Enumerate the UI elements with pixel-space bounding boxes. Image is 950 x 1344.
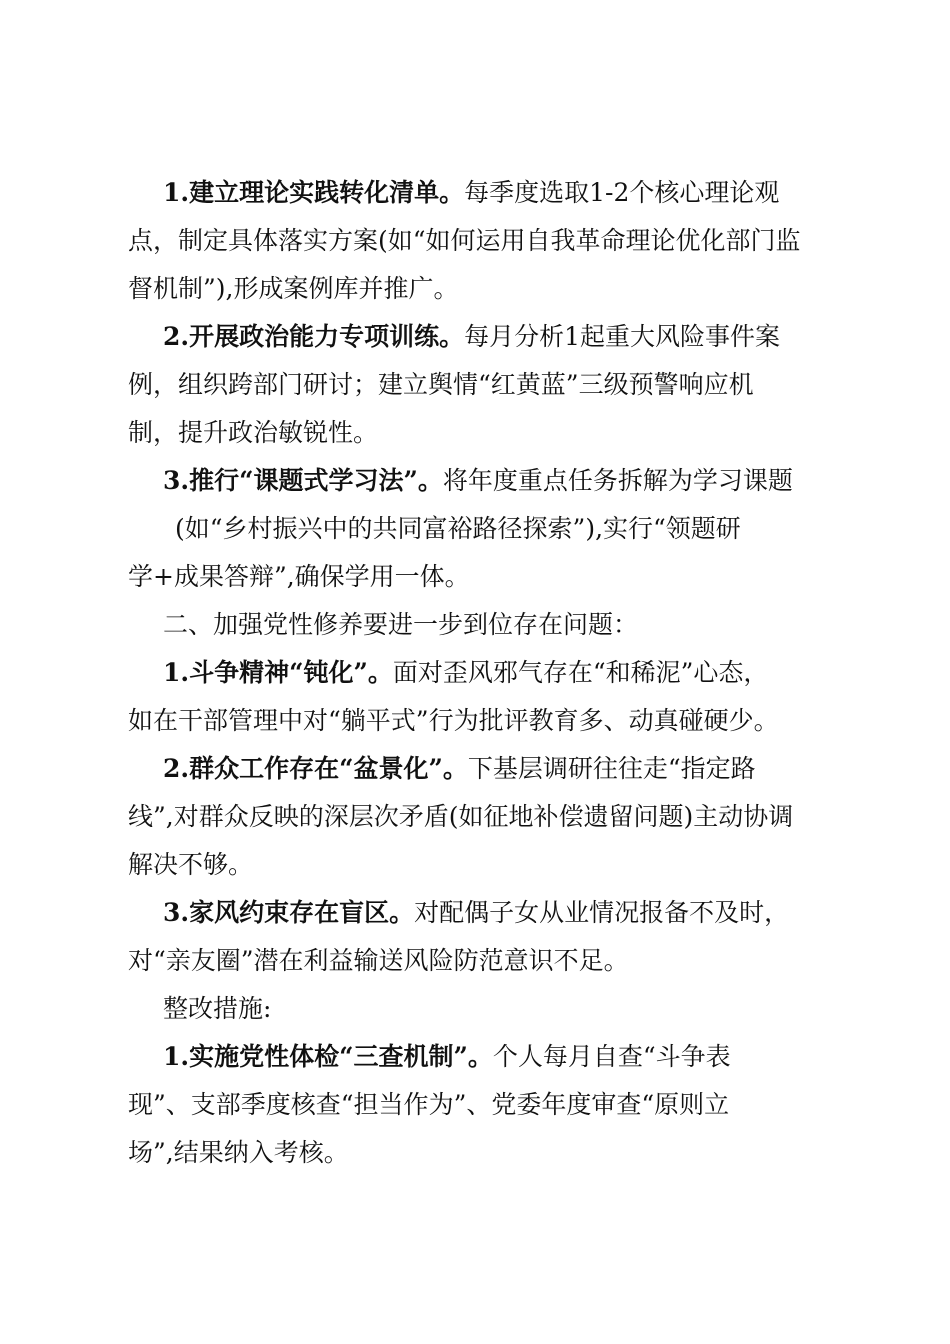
- paragraph-line: [128, 553, 838, 601]
- line-text: 对“亲友圈”潜在利益输送风险防范意识不足。: [128, 946, 629, 975]
- line-heading: 1.斗争精神“钝化”。: [163, 658, 393, 687]
- line-heading: 2.群众工作存在“盆景化”。: [163, 754, 468, 783]
- line-text: 个人每月自查“斗争表: [492, 1042, 731, 1071]
- line-text: 如在干部管理中对“躺平式”行为批评教育多、动真碰硬少。: [128, 706, 779, 735]
- line-text: 例，组织跨部门研讨；建立舆情“红黄蓝”三级预警响应机: [128, 370, 754, 399]
- paragraph-line: [128, 697, 838, 745]
- line-text: 面对歪风邪气存在“和稀泥”心态，: [392, 658, 769, 687]
- paragraph-line: [128, 169, 838, 217]
- paragraph-line: [128, 409, 838, 457]
- line-heading: 1.实施党性体检“三查机制”。: [163, 1042, 493, 1071]
- line-text: 现”、支部季度核查“担当作为”、党委年度审查“原则立: [128, 1090, 730, 1119]
- paragraph-line: [128, 1033, 838, 1081]
- paragraph-line: [128, 361, 838, 409]
- paragraph-line: [128, 217, 838, 265]
- line-text: 整改措施:: [163, 994, 272, 1023]
- paragraph-line: [128, 889, 838, 937]
- paragraph-line: [128, 505, 838, 553]
- line-heading: 3.家风约束存在盲区。: [163, 898, 415, 927]
- line-text: 点，制定具体落实方案(如“如何运用自我革命理论优化部门监: [128, 226, 801, 255]
- paragraph-line: [128, 793, 838, 841]
- line-text: (如“乡村振兴中的共同富裕路径探索”),实行“领题研: [175, 514, 741, 543]
- line-text: 场”,结果纳入考核。: [128, 1138, 349, 1167]
- paragraph-line: [128, 985, 838, 1033]
- paragraph-line: [128, 1081, 838, 1129]
- line-heading: 2.开展政治能力专项训练。: [163, 322, 465, 351]
- line-text: 二、加强党性修养要进一步到位存在问题：: [163, 610, 639, 639]
- line-text: 下基层调研往往走“指定路: [467, 754, 756, 783]
- paragraph-line: [128, 937, 838, 985]
- line-text: 督机制”),形成案例库并推广。: [128, 274, 459, 303]
- paragraph-line: [128, 745, 838, 793]
- paragraph-line: [128, 649, 838, 697]
- paragraph-line: [128, 601, 838, 649]
- paragraph-line: [128, 265, 838, 313]
- document-page: [128, 169, 838, 1177]
- paragraph-line: [128, 313, 838, 361]
- line-text: 对配偶子女从业情况报备不及时，: [414, 898, 790, 927]
- line-text: 线”,对群众反映的深层次矛盾(如征地补偿遗留问题)主动协调: [128, 802, 794, 831]
- line-text: 每季度选取1-2个核心理论观: [464, 178, 780, 207]
- line-heading: 1.建立理论实践转化清单。: [163, 178, 465, 207]
- paragraph-line: [128, 841, 838, 889]
- line-heading: 3.推行“课题式学习法”。: [163, 466, 443, 495]
- paragraph-line: [128, 457, 838, 505]
- line-text: 将年度重点任务拆解为学习课题: [442, 466, 793, 495]
- paragraph-line: [128, 1129, 838, 1177]
- line-text: 制，提升政治敏锐性。: [128, 418, 379, 447]
- line-text: 学+成果答辩”,确保学用一体。: [128, 562, 470, 591]
- line-text: 每月分析1起重大风险事件案: [464, 322, 781, 351]
- line-text: 解决不够。: [128, 850, 254, 879]
